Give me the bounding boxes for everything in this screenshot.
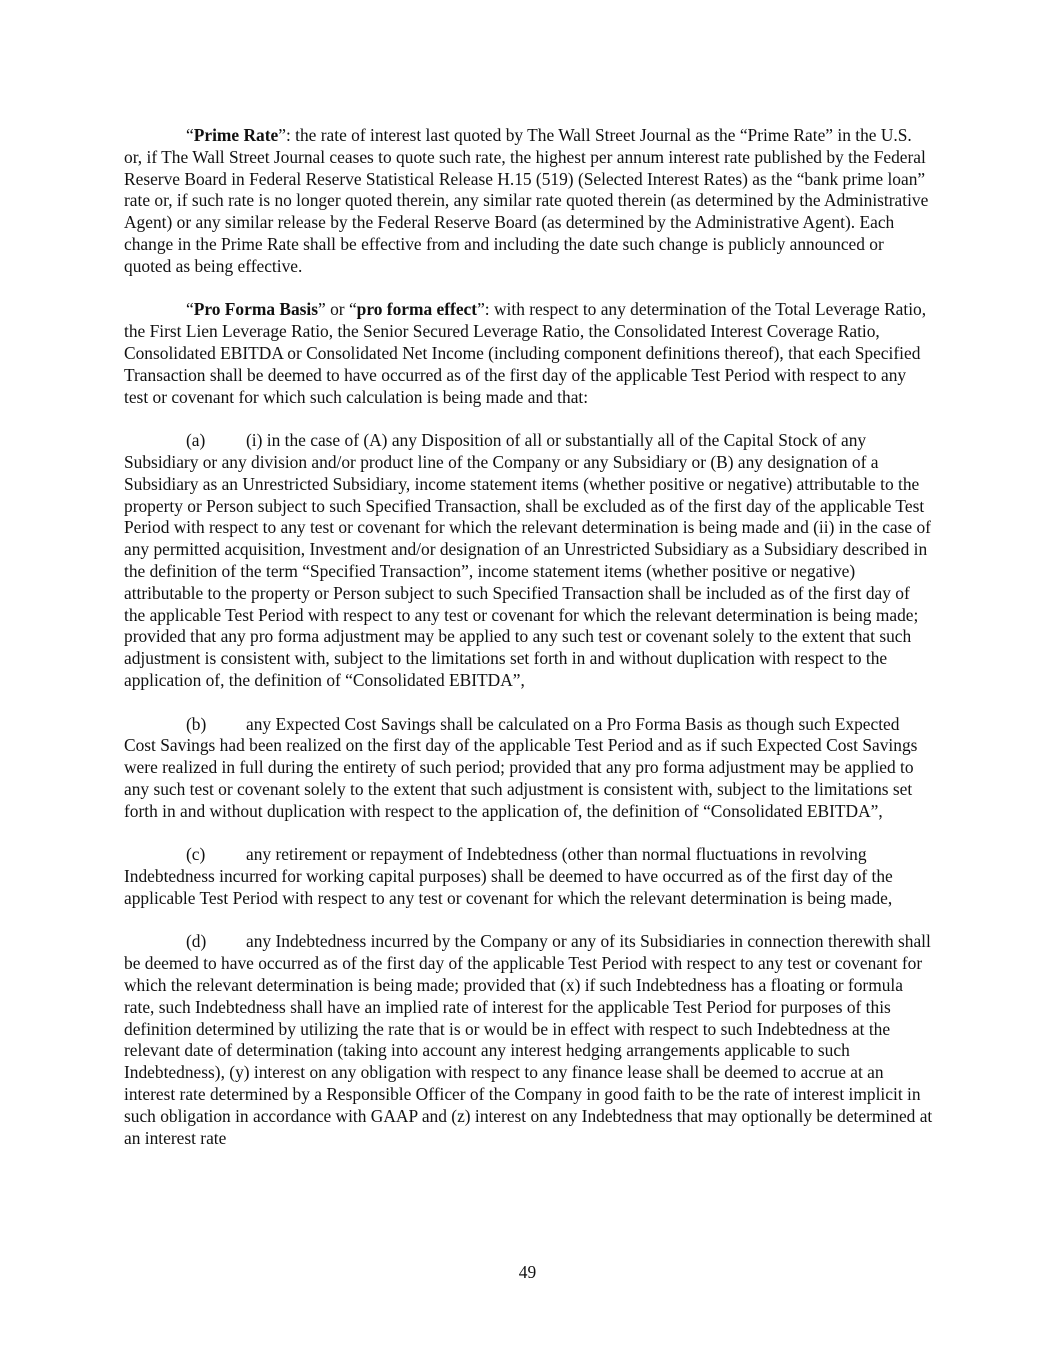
clause-a xyxy=(124,430,934,692)
defined-term-prime-rate: Prime Rate xyxy=(193,125,279,145)
defined-term-pro-forma-basis: Pro Forma Basis xyxy=(193,299,319,320)
clause-label: (a) xyxy=(186,430,206,451)
clause-text: any Expected Cost Savings shall be calculated on a Pro Forma Basis as though such Expected Cost Savings had been realized on the first day of the applicable Test Period and as if such Expected Cost Savings were realized in full during the entirety of such period; provided that any pro forma adjustment may be applied to any such test or covenant solely to the extent that such adjustment is consistent with, subject to the limitations set forth in and without duplication with respect to the application of, the definition of “Consolidated EBITDA”, xyxy=(124,713,918,821)
clause-b xyxy=(124,714,934,823)
clause-text: (i) in the case of (A) any Disposition of all or substantially all of the Capital Stock of any Subsidiary or any division and/or product line of the Company or any Subsidiary or (B) any designation of a Subsidiary as an Unrestricted Subsidiary, income statement items (whether positive or negative) attributable to the property or Person subject to such Specified Transaction, shall be excluded as of the first day of the applicable Test Period with respect to any test or covenant for which the relevant determination is being made and (ii) in the case of any permitted acquisition, Investment and/or designation of an Unrestricted Subsidiary as a Subsidiary described in the definition of the term “Specified Transaction”, income statement items (whether positive or negative) attributable to the property or Person subject to such Specified Transaction shall be included as of the first day of the applicable Test Period with respect to any test or covenant for which the relevant determination is being made; provided that any pro forma adjustment may be applied to any such test or covenant solely to the extent that such adjustment is consistent with, subject to the limitations set forth in and without duplication with respect to the application of, the definition of “Consolidated EBITDA”, xyxy=(124,430,931,690)
open-quote: “ xyxy=(186,125,194,145)
open-quote: “ xyxy=(186,299,194,320)
definition-pro-forma-body: : with respect to any determination of the Total Leverage Ratio, the First Lien Leverage Ratio, the Senior Secured Leverage Ratio, the Consolidated Interest Coverage Ratio, Consolidated EBITDA or Consolidated Net Income (including component definitions thereof), that each Specified Transaction shall be deemed to have occurred as of the first day of the applicable Test Period with respect to any test or covenant for which such calculation is being made and that: xyxy=(124,299,927,407)
clause-text: any Indebtedness incurred by the Company or any of its Subsidiaries in connection therewith shall be deemed to have occurred as of the first day of the applicable Test Period with respect to any test or covenant for which the relevant determination is being made; provided that (x) if such Indebtedness has a floating or formula rate, such Indebtedness shall have an implied rate of interest for the applicable Test Period for purposes of this definition determined by utilizing the rate that is or would be in effect with respect to such Indebtedness at the relevant date of determination (taking into account any interest hedging arrangements applicable to such Indebtedness), (y) interest on any obligation with respect to any finance lease shall be deemed to accrue at an interest rate determined by a Responsible Officer of the Company in good faith to be the rate of interest implicit in such obligation in accordance with GAAP and (z) interest on any Indebtedness that may optionally be determined at an interest rate xyxy=(124,931,933,1148)
document-body xyxy=(124,125,934,1171)
defined-term-pro-forma-effect: pro forma effect xyxy=(356,299,478,320)
clause-text: any retirement or repayment of Indebtedness (other than normal fluctuations in revolving Indebtedness incurred for working capital purposes) shall be deemed to have occurred as of the first day of the applicable Test Period with respect to any test or covenant for which the relevant determination is being made, xyxy=(124,844,893,908)
clause-d xyxy=(124,931,934,1149)
definition-prime-rate xyxy=(124,125,934,278)
clause-label: (d) xyxy=(186,931,207,952)
clause-label: (b) xyxy=(186,713,207,734)
clause-c xyxy=(124,844,934,909)
definition-pro-forma-basis xyxy=(124,299,934,408)
close-quote: ” xyxy=(477,299,485,320)
clause-label: (c) xyxy=(186,844,206,865)
term-separator: ” or “ xyxy=(318,299,357,320)
page-number: 49 xyxy=(518,1262,537,1282)
definition-prime-rate-body: : the rate of interest last quoted by The Wall Street Journal as the “Prime Rate” in the U.S. or, if The Wall Street Journal ceases to quote such rate, the highest per annum interest rate published by the Federal Reserve Board in Federal Reserve Statistical Release H.15 (519) (Selected Interest Rates) as the “bank prime loan” rate or, if such rate is no longer quoted therein, any similar rate quoted therein (as determined by the Administrative Agent) or any similar release by the Federal Reserve Board (as determined by the Administrative Agent). Each change in the Prime Rate shall be effective from and including the date such change is publicly announced or quoted as being effective. xyxy=(124,125,929,276)
close-quote: ” xyxy=(278,125,286,145)
